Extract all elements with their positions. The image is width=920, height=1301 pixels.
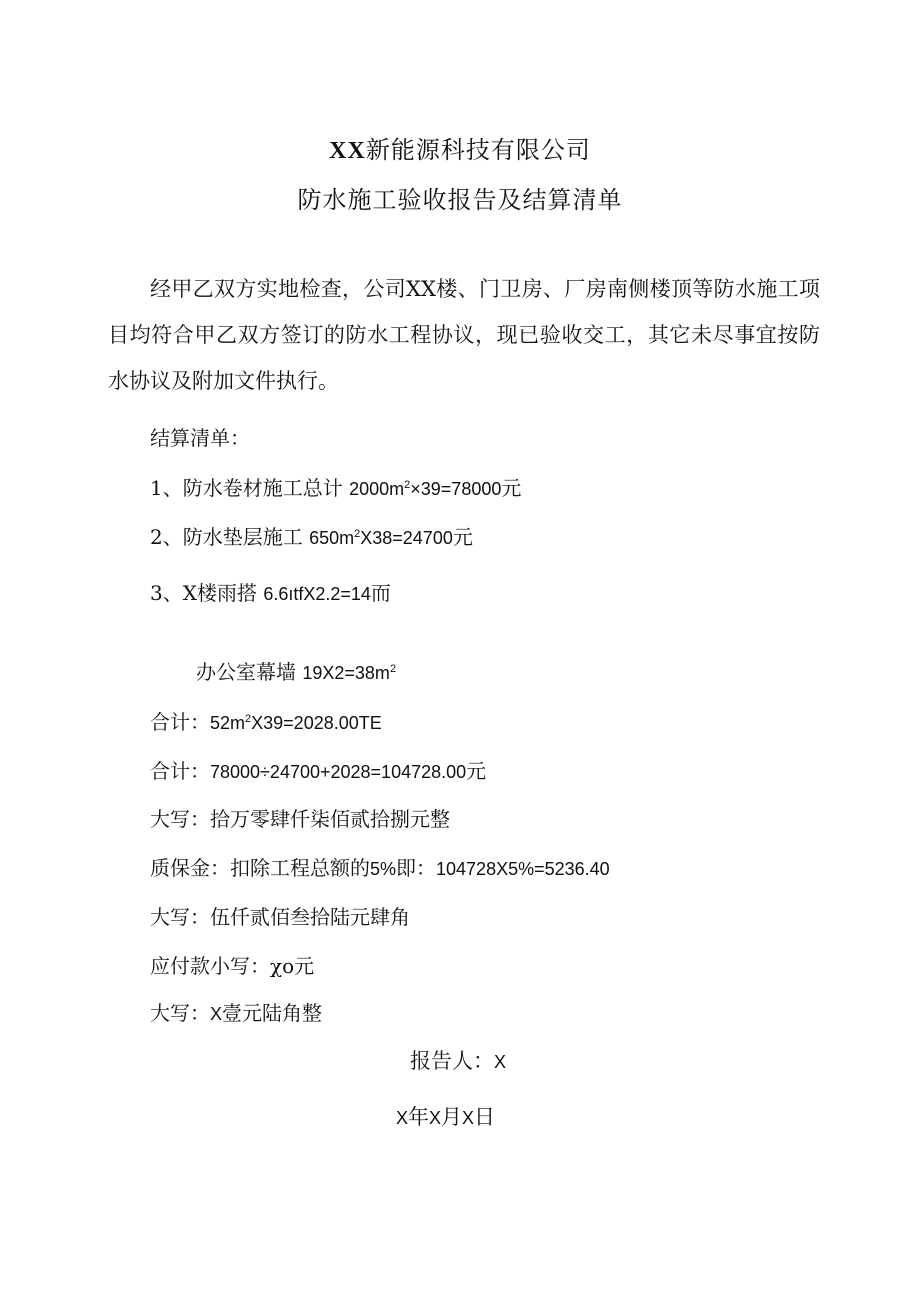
- settlement-item-2: [150, 521, 473, 550]
- office-label: 办公室幕墙: [196, 660, 296, 684]
- subtotal-formula: $52m^2X39=2028.00TE$: [210, 713, 382, 733]
- payable-label: 应付款小写：: [150, 954, 270, 978]
- payable-unit: 元: [294, 954, 315, 978]
- office-curtain-wall-line: [196, 656, 396, 685]
- item-label: 2、防水垫层施工: [150, 525, 303, 549]
- reporter-name: X: [494, 1052, 507, 1072]
- item-formula: 6.6ıtfX2.2=14: [263, 584, 371, 604]
- settlement-heading: 结算清单：: [150, 426, 250, 450]
- caps-label: 大写：: [150, 1001, 210, 1025]
- company-name: 新能源科技有限公司: [365, 136, 591, 164]
- retention-formula: 104728X5%=5236.40: [436, 859, 610, 879]
- caps-value: 伍仟贰佰叁拾陆元肆角: [210, 905, 410, 929]
- amount-in-words-1: [150, 803, 450, 832]
- caps-label: 大写：: [150, 905, 210, 929]
- office-formula: $19X2=38m^2$: [302, 663, 397, 683]
- caps-value: 壹元陆角整: [222, 1001, 323, 1025]
- report-title: 防水施工验收报告及结算清单: [297, 186, 623, 214]
- reporter-label: 报告人：: [410, 1049, 494, 1073]
- total-formula: 78000÷24700+2028=104728.00: [210, 762, 467, 782]
- caps-label: 大写：: [150, 807, 210, 831]
- retention-percent: 5%: [370, 859, 397, 879]
- total-line: [150, 755, 486, 784]
- settlement-item-3: [150, 577, 391, 606]
- item-unit: 而: [370, 581, 391, 605]
- item-label: 1、防水卷材施工总计: [150, 476, 343, 500]
- total-unit: 元: [466, 759, 487, 783]
- item-formula: $2000m^2\times 39=78000$: [349, 479, 502, 499]
- company-prefix: XX: [329, 138, 366, 164]
- retention-line: [150, 852, 610, 881]
- amount-in-words-2: [150, 901, 410, 930]
- payable-value: χo: [270, 954, 295, 978]
- company-title: [0, 130, 920, 165]
- intro-paragraph: 经甲乙双方实地检查，公司XX楼、门卫房、厂房南侧楼顶等防水施工项目均符合甲乙双方签订的防水工程协议，现已验收交工，其它未尽事宜按防水协议及附加文件执行。: [108, 277, 820, 393]
- retention-mid: 即：: [396, 856, 437, 880]
- report-date: X年X月X日: [396, 1105, 496, 1129]
- caps-value: 拾万零肆仟柒佰贰拾捌元整: [210, 807, 450, 831]
- total-label: 合计：: [150, 759, 210, 783]
- payable-line: [150, 950, 314, 979]
- item-unit: 元: [452, 525, 473, 549]
- reporter-signature: [410, 1045, 506, 1075]
- amount-in-words-3: [150, 997, 322, 1026]
- item-label: 3、X楼雨搭: [150, 581, 257, 605]
- item-unit: 元: [501, 476, 522, 500]
- retention-label: 质保金：扣除工程总额的: [150, 856, 370, 880]
- settlement-item-1: [150, 472, 521, 501]
- subtotal-label: 合计：: [150, 710, 210, 734]
- subtotal-line-1: [150, 706, 382, 735]
- item-formula: $650m^2X38=24700$: [309, 528, 453, 548]
- caps-prefix: X: [210, 1004, 223, 1024]
